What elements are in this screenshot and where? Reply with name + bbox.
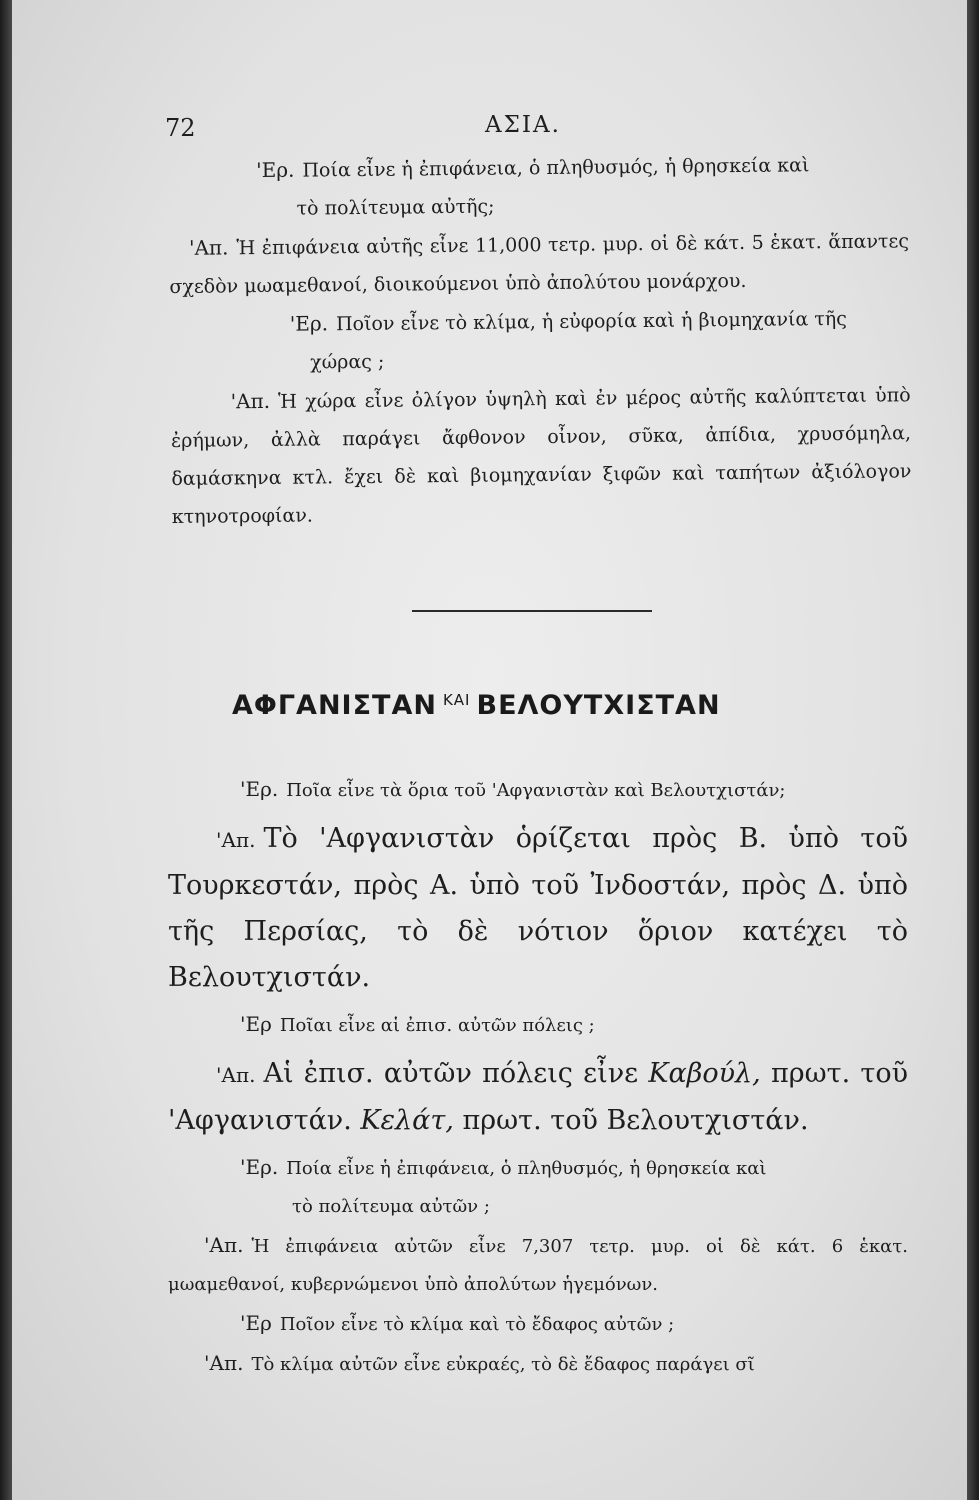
answer-surface-population [169, 221, 910, 306]
question-label: 'Ερ. [240, 777, 279, 801]
answer-text: Τὸ 'Αφγανιστὰν ὁρίζεται πρὸς Β. ὑπὸ τοῦ Τουρκεστάν, πρὸς Α. ὑπὸ τοῦ Ἰνδοστάν, πρὸς Δ. ὑπὸ τῆς Περσίας, τὸ δὲ νότιον ὅριον κατέχει τὸ Βελουτχιστάν. [168, 823, 908, 993]
chapter-title [232, 690, 872, 721]
answer-label: 'Απ. [216, 828, 256, 852]
city-kabul: Καβούλ, [648, 1058, 761, 1089]
answer-climate-soil [168, 1344, 908, 1384]
page-header [0, 100, 979, 140]
answer-borders [168, 816, 908, 1001]
question-text-line2: τὸ πολίτευμα αὐτῆς; [296, 195, 495, 220]
question-label: 'Ερ. [256, 157, 295, 183]
answer-climate-industry [170, 375, 912, 536]
answer-label: 'Απ. [230, 388, 271, 414]
page-number: 72 [165, 114, 196, 142]
title-part2: ΚΑΙ [442, 691, 471, 709]
question-text-line1: Ποῖον εἶνε τὸ κλίμα, ἡ εὐφορία καὶ ἡ βιομηχανία τῆς [335, 307, 847, 336]
running-head: ΑΣΙΑ. [485, 112, 561, 138]
asia-qa-section [168, 144, 912, 536]
question-label: 'Ερ. [289, 311, 329, 336]
question-text: Ποῖον εἶνε τὸ κλίμα καὶ τὸ ἔδαφος αὐτῶν ; [279, 1314, 675, 1335]
section-divider [412, 610, 652, 612]
answer-text-post: πρωτ. τοῦ Βελουτχιστάν. [462, 1105, 809, 1136]
page-left-edge [0, 0, 12, 1500]
question-text-line1: Ποία εἶνε ἡ ἐπιφάνεια, ὁ πληθυσμός, ἡ θρησκεία καὶ [286, 1158, 767, 1179]
answer-text-mid: πρωτ. τοῦ 'Αφγανιστάν. [168, 1058, 909, 1136]
city-kelat: Κελάτ, [360, 1105, 454, 1136]
question-surface-population-2 [168, 1148, 908, 1226]
answer-text-pre: Αἱ ἐπισ. αὐτῶν πόλεις εἶνε [263, 1058, 639, 1089]
answer-text: Τὸ κλίμα αὐτῶν εἶνε εὐκραές, τὸ δὲ ἔδαφος παράγει σῖ [251, 1354, 755, 1375]
answer-surface-population-2 [168, 1226, 908, 1304]
question-climate-industry [170, 298, 911, 383]
question-text-line2: τὸ πολίτευμα αὐτῶν ; [292, 1196, 490, 1217]
question-surface-population [168, 144, 909, 229]
afghanistan-qa-section [168, 770, 908, 1384]
answer-label: 'Απ. [204, 1233, 244, 1257]
question-cities [168, 1005, 908, 1045]
question-label: 'Ερ [240, 1012, 272, 1036]
answer-cities [168, 1051, 908, 1144]
question-borders [168, 770, 908, 810]
question-label: 'Ερ. [240, 1155, 279, 1179]
question-text: Ποῖαι εἶνε αἱ ἐπισ. αὐτῶν πόλεις ; [279, 1015, 595, 1036]
title-part3: ΒΕΛΟΥΤΧΙΣΤΑΝ [476, 690, 721, 721]
answer-text: Ἡ χώρα εἶνε ὀλίγον ὑψηλὴ καὶ ἐν μέρος αὐτῆς καλύπτεται ὑπὸ ἐρήμων, ἀλλὰ παράγει ἄφθονον οἶνον, σῦκα, ἀπίδια, χρυσόμηλα, δαμάσκηνα κτλ. ἔχει δὲ καὶ βιομηχανίαν ξιφῶν καὶ ταπήτων ἀξιόλογον κτηνοτροφίαν. [170, 384, 912, 528]
title-part1: ΑΦΓΑΝΙΣΤΑΝ [232, 690, 437, 721]
question-text-line1: Ποία εἶνε ἡ ἐπιφάνεια, ὁ πληθυσμός, ἡ θρησκεία καὶ [302, 154, 810, 182]
question-text: Ποῖα εἶνε τὰ ὅρια τοῦ 'Αφγανιστὰν καὶ Βελουτχιστάν; [286, 780, 786, 801]
answer-label: 'Απ. [188, 235, 229, 260]
question-climate-soil [168, 1304, 908, 1344]
answer-label: 'Απ. [216, 1063, 256, 1087]
answer-text: Ἡ ἐπιφάνεια αὐτῆς εἶνε 11,000 τετρ. μυρ. οἱ δὲ κάτ. 5 ἑκατ. ἅπαντες σχεδὸν μωαμεθανοί, διοικούμενοι ὑπὸ ἀπολύτου μονάρχου. [169, 230, 910, 298]
answer-text: Ἡ ἐπιφάνεια αὐτῶν εἶνε 7,307 τετρ. μυρ. οἱ δὲ κάτ. 6 ἑκατ. μωαμεθανοί, κυβερνώμενοι ὑπὸ ἀπολύτων ἡγεμόνων. [168, 1236, 908, 1295]
question-text-line2: χώρας ; [310, 350, 385, 374]
answer-label: 'Απ. [204, 1351, 244, 1375]
page-right-edge [967, 0, 979, 1500]
question-label: 'Ερ [240, 1311, 272, 1335]
